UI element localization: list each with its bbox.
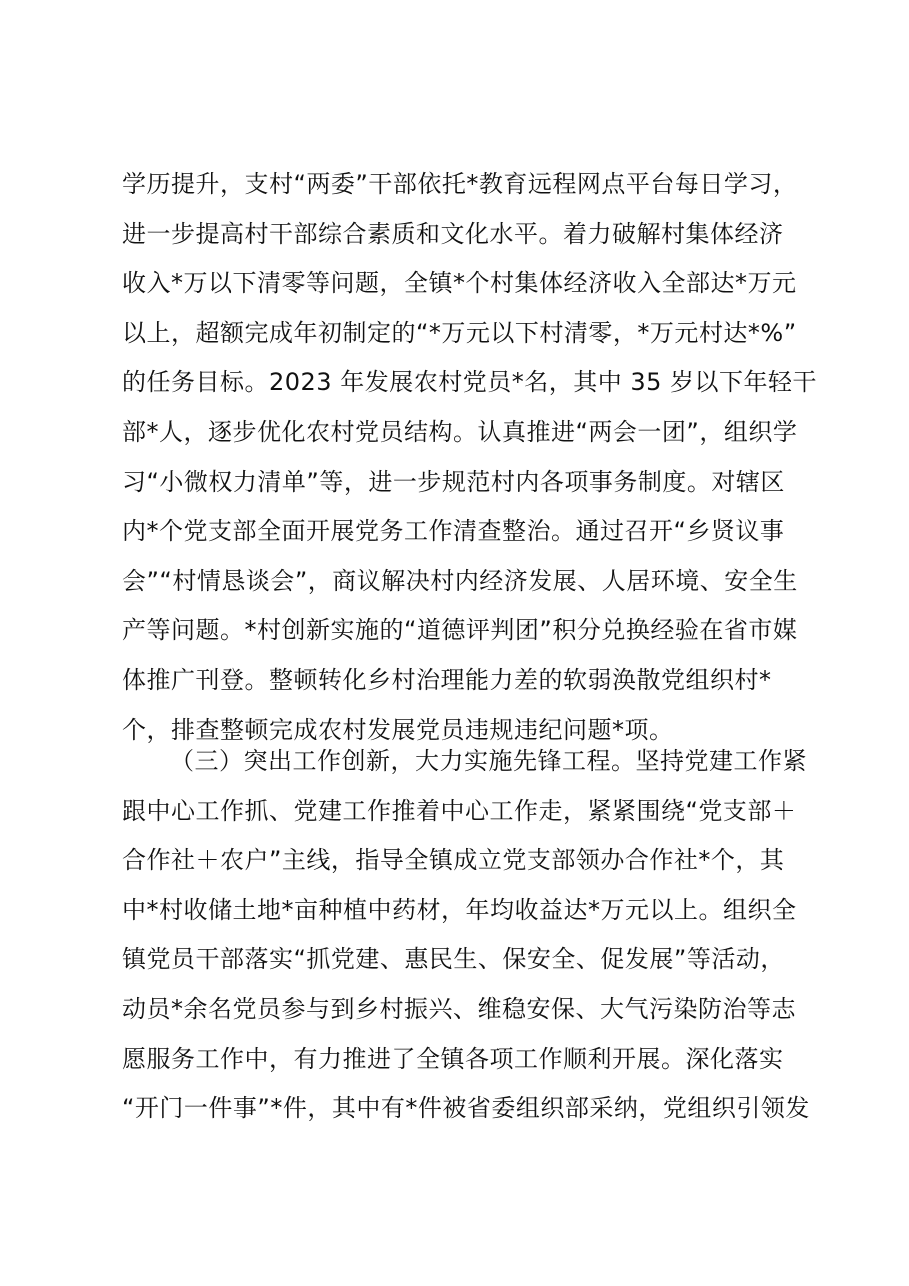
text-line: “开门一件事”*件，其中有*件被省委组织部采纳，党组织引领发 xyxy=(122,1094,810,1123)
text-line: 跟中心工作抓、党建工作推着中心工作走，紧紧围绕“党支部＋ xyxy=(122,796,797,825)
text-line: 学历提升，支村“两委”干部依托*教育远程网点平台每日学习， xyxy=(122,170,798,198)
text-line: 中*村收储土地*亩种植中药材，年均收益达*万元以上。组织全 xyxy=(122,895,797,924)
text-line: 动员*余名党员参与到乡村振兴、维稳安保、大气污染防治等志 xyxy=(122,994,796,1023)
text-line: 以上，超额完成年初制定的“*万元以下村清零，*万元村达*%” xyxy=(122,318,797,347)
text-line: 镇党员干部落实“抓党建、惠民生、保安全、促发展”等活动， xyxy=(122,945,785,974)
text-line: 产等问题。*村创新实施的“道德评判团”积分兑换经验在省市媒 xyxy=(122,616,798,645)
text-line: 愿服务工作中，有力推进了全镇各项工作顺利开展。深化落实 xyxy=(122,1044,784,1073)
section-heading-line: （三）突出工作创新，大力实施先锋工程。坚持党建工作紧 xyxy=(170,747,807,775)
text-line: 收入*万以下清零等问题，全镇*个村集体经济收入全部达*万元 xyxy=(122,269,797,298)
paragraph-1 xyxy=(122,160,818,755)
text-line: 个，排查整顿完成农村发展党员违规违纪问题*项。 xyxy=(122,715,674,744)
text-line: 部*人，逐步优化农村党员结构。认真推进“两会一团”，组织学 xyxy=(122,417,798,446)
text-line: 进一步提高村干部综合素质和文化水平。着力破解村集体经济 xyxy=(122,219,784,248)
text-line: 合作社＋农户”主线，指导全镇成立党支部领办合作社*个，其 xyxy=(122,846,785,875)
text-line: 会”“村情恳谈会”，商议解决村内经济发展、人居环境、安全生 xyxy=(122,566,798,595)
text-line: 的任务目标。2023 年发展农村党员*名，其中 35 岁以下年轻干 xyxy=(122,368,818,397)
paragraph-2 xyxy=(122,737,810,1134)
text-line: 内*个党支部全面开展党务工作清查整治。通过召开“乡贤议事 xyxy=(122,517,785,546)
text-line: 体推广刊登。整顿转化乡村治理能力差的软弱涣散党组织村* xyxy=(122,665,772,694)
text-line: 习“小微权力清单”等，进一步规范村内各项事务制度。对辖区 xyxy=(122,467,785,496)
